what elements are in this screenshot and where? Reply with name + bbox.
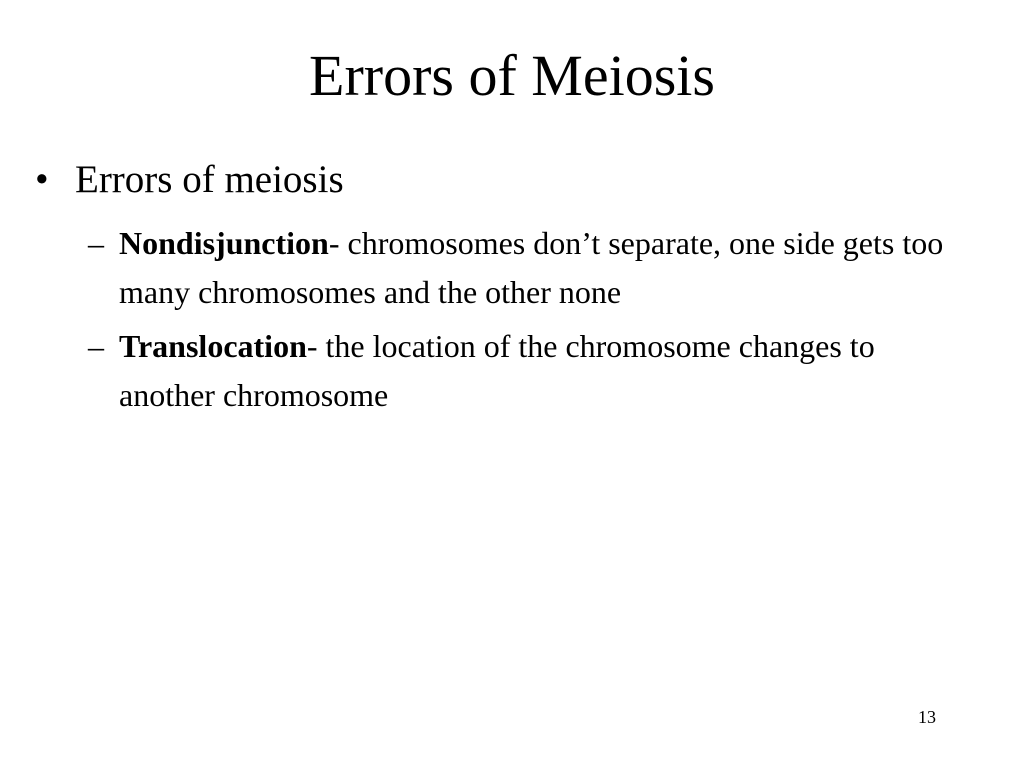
- sub-item-body: [119, 219, 978, 317]
- sub-item-dash: –: [88, 225, 104, 261]
- sub-item-nondisjunction: [88, 219, 978, 317]
- sub-item-translocation: [88, 322, 978, 420]
- sub-item-dash: –: [88, 328, 104, 364]
- sub-item-body: [119, 322, 978, 420]
- slide-number: 13: [918, 707, 936, 727]
- bullet-marker: •: [35, 158, 49, 201]
- bullet-text: Errors of meiosis: [75, 158, 344, 201]
- term-nondisjunction: Nondisjunction: [119, 225, 329, 261]
- slide-title: Errors of Meiosis: [309, 43, 715, 108]
- definition-nondisjunction: - chromosomes don’t separate, one side gets too many chromosomes and the other none: [119, 225, 944, 310]
- term-translocation: Translocation: [119, 328, 307, 364]
- definition-translocation: - the location of the chromosome changes to another chromosome: [119, 328, 875, 413]
